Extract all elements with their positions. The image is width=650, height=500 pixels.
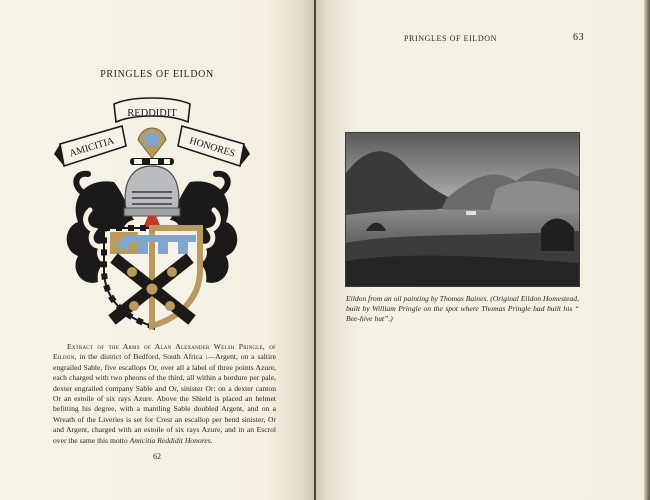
eildon-landscape-painting bbox=[346, 133, 579, 286]
motto-scroll-left bbox=[54, 126, 126, 166]
extract-lead: Extract of the Arms of Alan Alexander Welsh Pringle, of Eildon, bbox=[53, 342, 276, 362]
arms-description-text bbox=[53, 342, 276, 446]
motto-right-text: HONORES bbox=[187, 135, 237, 160]
left-page-number: 62 bbox=[153, 452, 161, 461]
extract-body: in the district of Bedford, South Africa :—Argent, on a saltire engrailed Sable, five escallops Or, over all a label of three points Azure, each charged with two pheons of the third, all within a bordure per pale, dexter engrailed company Sable and Or, sinister Or: on a dexter canton Or an estoile of six rays Azure. Above the Shield is placed an helmet befitting his degree, with a mantling Sable doubled Argent, and on a Wreath of the Liveries is set for Crest an escallop per bend sinister, Or and Argent, charged with an estoile of six rays Azure, and in an Escrol over the same this motto bbox=[53, 352, 276, 445]
coat-of-arms-illustration bbox=[52, 92, 252, 332]
crest-escallop bbox=[138, 128, 166, 158]
right-page-running-header: PRINGLES OF EILDON bbox=[404, 34, 498, 43]
motto-crest-text: REDDIDIT bbox=[127, 108, 177, 119]
page-edge bbox=[644, 0, 650, 500]
escallop bbox=[147, 284, 158, 295]
motto-scroll-right bbox=[178, 126, 250, 166]
left-page-title: PRINGLES OF EILDON bbox=[100, 69, 214, 80]
extract-motto: Amicitia Reddidit Honores. bbox=[129, 435, 213, 445]
motto-left-text: AMICITIA bbox=[68, 135, 116, 160]
homestead bbox=[466, 211, 476, 215]
label-of-three-points bbox=[126, 235, 196, 242]
helmet bbox=[124, 166, 180, 230]
painting-caption: Eildon from an oil painting by Thomas Baines. (Original Eildon Homestead, built by William Pringle on the spot where Thomas Pringle had built his “ Bee-hive hut”.) bbox=[346, 294, 580, 323]
shield bbox=[104, 228, 200, 326]
right-page-number: 63 bbox=[573, 32, 585, 43]
left-page bbox=[0, 0, 314, 500]
motto-scroll-crest bbox=[114, 98, 190, 122]
